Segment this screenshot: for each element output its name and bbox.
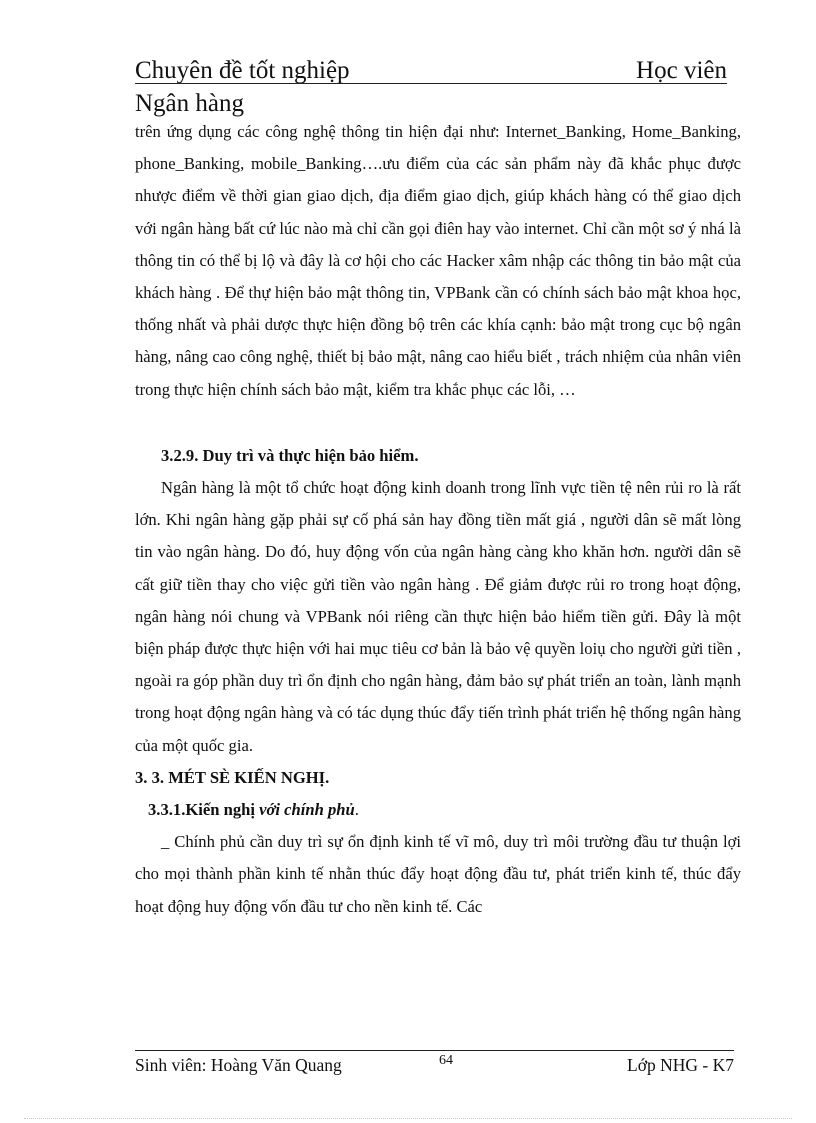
header-title-left: Chuyên đề tốt nghiệp [135,57,350,84]
footer-rule [135,1050,734,1051]
heading-3-3: 3. 3. MÉT SÈ KIẾN NGHỊ. [135,767,330,787]
page-bottom-border [24,1118,792,1119]
header-title-right: Học viên [636,57,727,84]
paragraph-3: _ Chính phủ cần duy trì sự ổn định kinh tế vĩ mô, duy trì môi trường đầu tư thuận lợi cho mọi thành phần kinh tế nhằn thúc đẩy hoạt động đầu tư, phát triển kinh tế, thúc đẩy hoạt động huy động vốn đầu tư cho nền kinh tế. Các [135,832,741,916]
header-title-line2: Ngân hàng [135,90,244,117]
paragraph-gap [135,406,741,440]
heading-3-3-1 [135,794,741,826]
page-header [135,56,727,119]
document-body [135,116,741,923]
page-footer [135,1050,734,1082]
heading-3-3-1-period: . [354,800,359,820]
header-title-row [135,56,727,86]
heading-3-3-1-text: 3.3.1.Kiến nghị [148,800,260,820]
heading-3-2-9: 3.2.9. Duy trì và thực hiện bảo hiểm. [161,445,419,465]
header-rule [135,83,727,84]
paragraph-2: Ngân hàng là một tổ chức hoạt động kinh doanh trong lĩnh vực tiền tệ nên rủi ro là rất lớn. Khi ngân hàng gặp phải sự cố phá sản hay đồng tiền mất giá , người dân sẽ mất lòng tin vào ngân hàng. Do đó, huy động vốn của ngân hàng càng kho khăn hơn. người dân sẽ cất giữ tiền thay cho việc gửi tiền vào ngân hàng . Để giảm được rủi ro trong hoạt động, ngân hàng nói chung và VPBank nói riêng cần thực hiện bảo hiểm tiền gửi. Đây là một biện pháp được thực hiện với hai mục tiêu cơ bản là bảo vệ quyền loiụ cho người gửi tiền , ngoài ra góp phần duy trì ổn định cho ngân hàng, đảm bảo sự phát triển an toàn, lành mạnh trong hoạt động ngân hàng và có tác dụng thúc đẩy tiến trình phát triển hệ thống ngân hàng của một quốc gia. [135,478,741,755]
paragraph-1: trên ứng dụng các công nghệ thông tin hiện đại như: Internet_Banking, Home_Banking, phone_Banking, mobile_Banking….ưu điểm của các sản phẩm này đã khắc phục được nhược điểm về thời gian giao dịch, địa điểm giao dịch, giúp khách hàng có thể giao dịch với ngân hàng bất cứ lúc nào mà chỉ cần gọi điên hay vào internet. Chỉ cần một sơ ý nhá là thông tin có thể bị lộ và đây là cơ hội cho các Hacker xâm nhập các thông tin bảo mật của khách hàng . Để thự hiện bảo mật thông tin, VPBank cần có chính sách bảo mật khoa học, thống nhất và phải dược thực hiện đồng bộ trên các khía cạnh: bảo mật trong cục bộ ngân hàng, nâng cao công nghệ, thiết bị bảo mật, nâng cao hiểu biết , trách nhiệm của nhân viên trong thực hiện chính sách bảo mật, kiểm tra khắc phục các lỗi, … [135,122,741,399]
footer-page-number: 64 [439,1053,453,1068]
footer-student-name: Sinh viên: Hoàng Văn Quang [135,1055,342,1075]
footer-class: Lớp NHG - K7 [627,1055,734,1075]
heading-3-3-1-italic: với chính phủ [259,800,355,820]
